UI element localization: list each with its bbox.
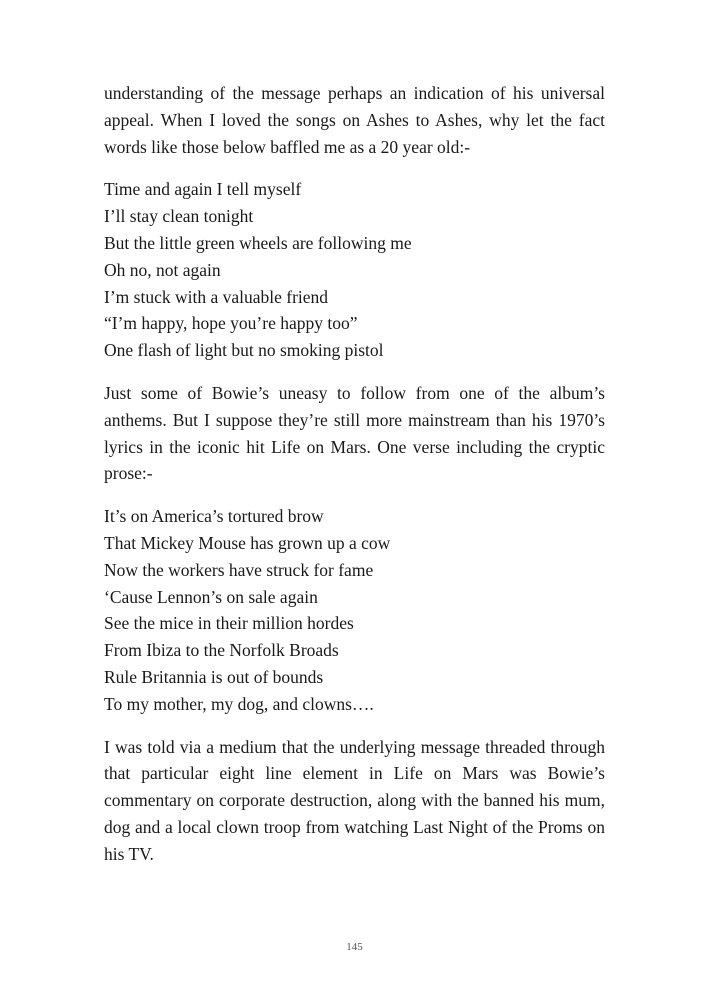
spacer: [104, 160, 605, 176]
lyric-line: Oh no, not again: [104, 259, 221, 280]
lyric-line: Rule Britannia is out of bounds: [104, 666, 324, 687]
paragraph-conclusion: I was told via a medium that the underlying message threaded through that particular eight line element in Life on Mars was Bowie’s commentary on corporate destruction, along with the banned his mum, dog and a local clown troop from watching Last Night of the Proms on his TV.: [104, 736, 605, 864]
lyric-line: Now the workers have struck for fame: [104, 559, 374, 580]
lyric-line: Time and again I tell myself: [104, 179, 302, 200]
lyric-line: That Mickey Mouse has grown up a cow: [104, 532, 391, 553]
lyrics-ashes-to-ashes: [104, 176, 605, 364]
lyric-line: I’ll stay clean tonight: [104, 206, 254, 227]
lyric-line: To my mother, my dog, and clowns….: [104, 693, 374, 714]
lyrics-life-on-mars: [104, 503, 605, 717]
lyric-line: ‘Cause Lennon’s on sale again: [104, 586, 318, 607]
paragraph-commentary: Just some of Bowie’s uneasy to follow from one of the album’s anthems. But I suppose they’re still more mainstream than his 1970’s lyrics in the iconic hit Life on Mars. One verse including the cryptic prose:-: [104, 382, 605, 484]
lyric-line: But the little green wheels are following me: [104, 232, 412, 253]
spacer: [104, 364, 605, 380]
spacer: [104, 487, 605, 503]
lyric-line: From Ibiza to the Norfolk Broads: [104, 640, 339, 661]
spacer: [104, 718, 605, 734]
lyric-line: I’m stuck with a valuable friend: [104, 286, 329, 307]
paragraph-intro: understanding of the message perhaps an indication of his universal appeal. When I loved the songs on Ashes to Ashes, why let the fact words like those below baffled me as a 20 year old:-: [104, 83, 605, 157]
lyric-line: One flash of light but no smoking pistol: [104, 340, 384, 361]
page-number: 145: [346, 941, 363, 953]
lyric-line: “I’m happy, hope you’re happy too”: [104, 313, 358, 334]
lyric-line: See the mice in their million hordes: [104, 613, 354, 634]
lyric-line: It’s on America’s tortured brow: [104, 506, 324, 527]
page-body: [104, 80, 605, 868]
